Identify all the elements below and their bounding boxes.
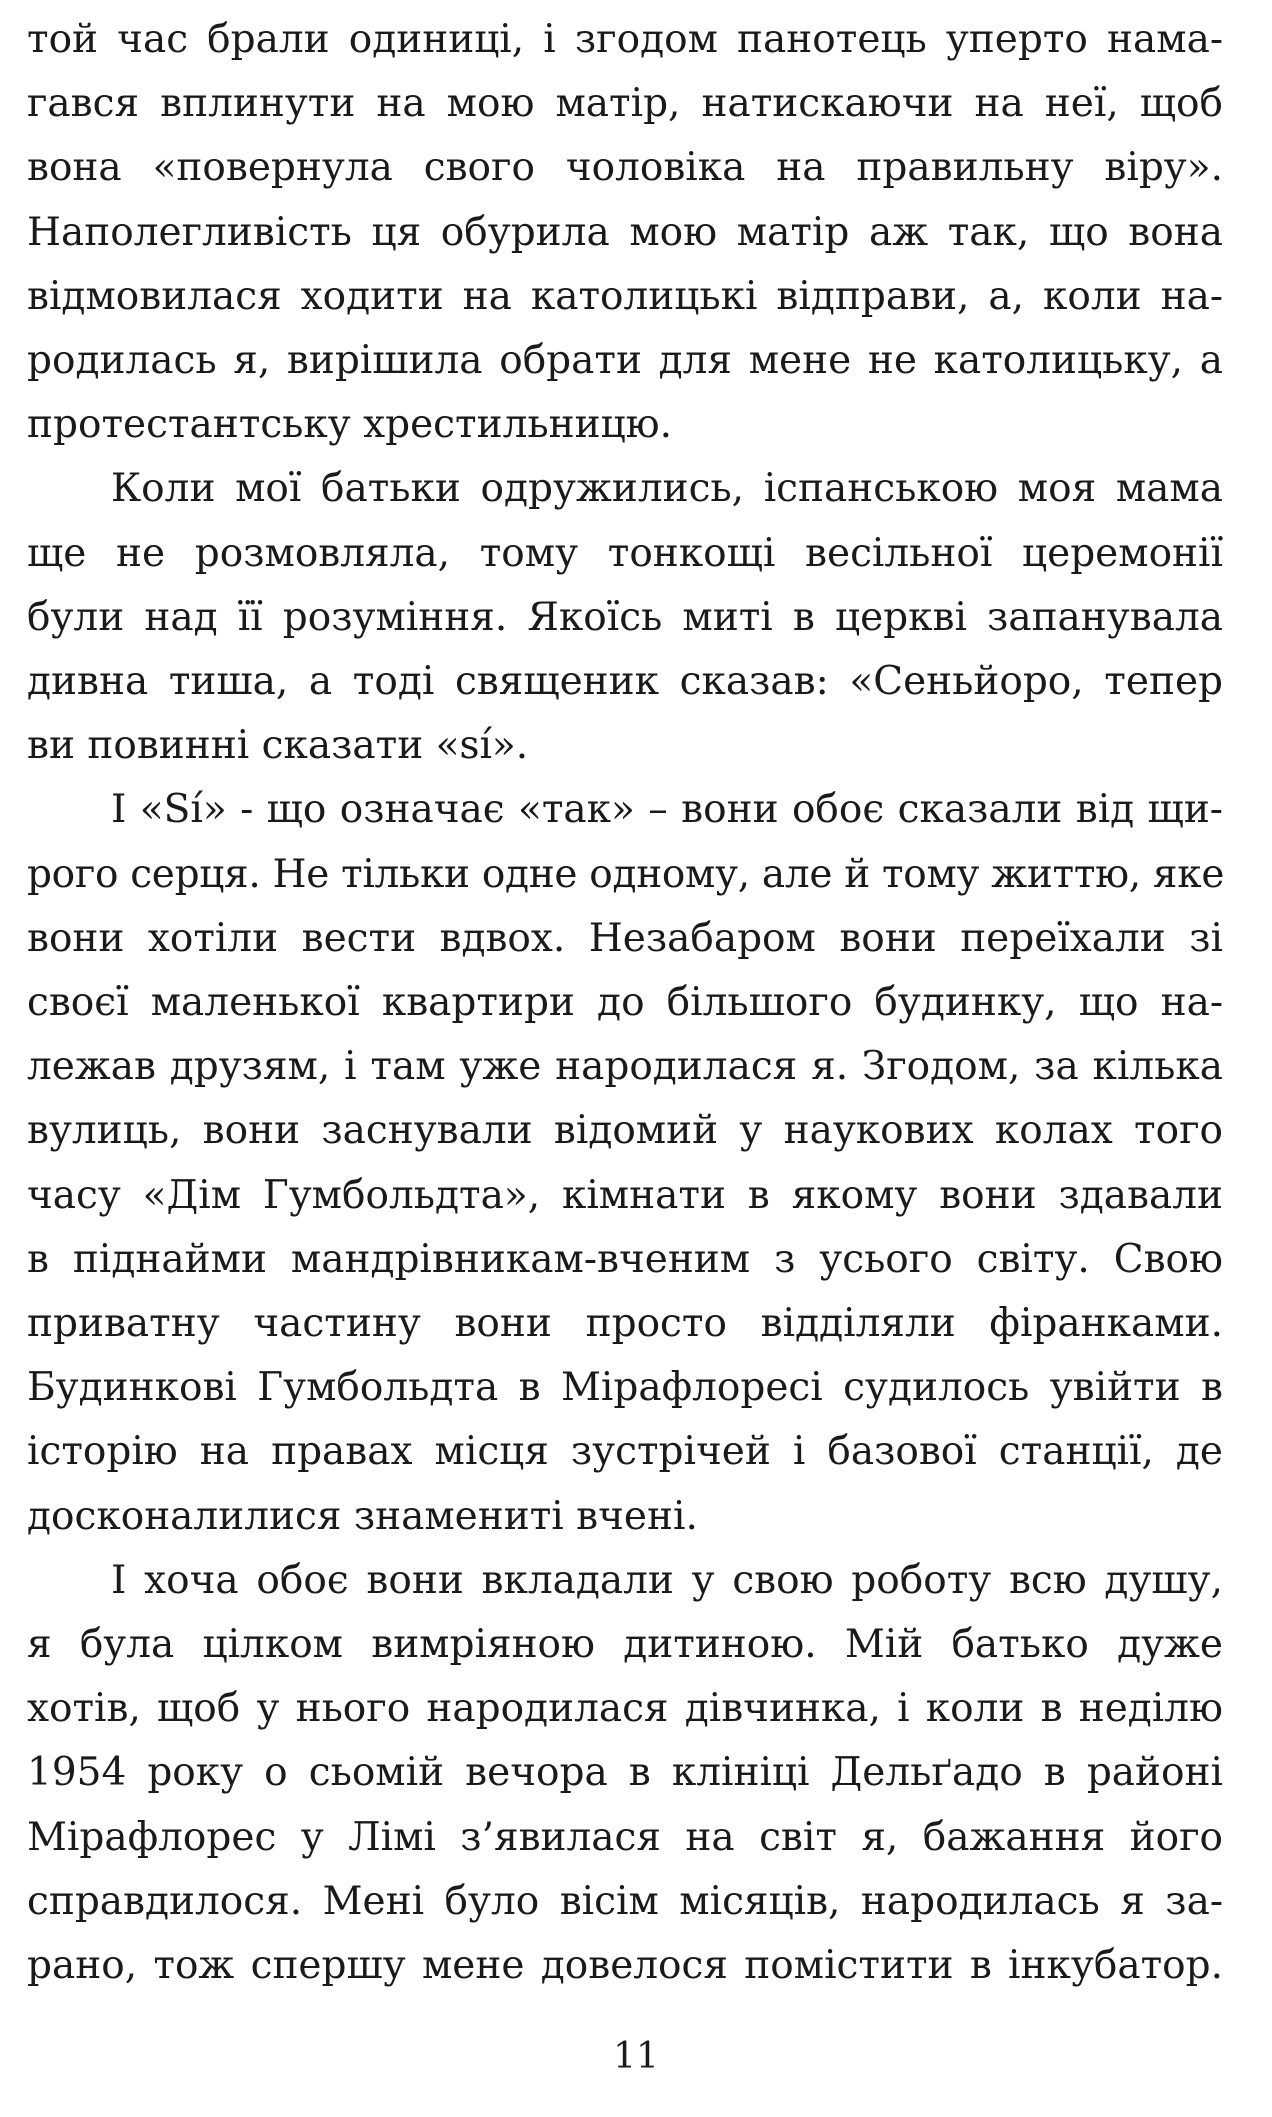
text-line: в піднайми мандрівникам-вченим з усього світу. Свою bbox=[27, 1236, 1223, 1282]
text-line: протестантську хрестильницю. bbox=[27, 402, 673, 448]
page-number: 11 bbox=[613, 2036, 659, 2077]
text-line: дивна тиша, а тоді священик сказав: «Сеньйоро, тепер bbox=[27, 659, 1223, 705]
text-line: гався вплинути на мою матір, натискаючи на неї, щоб bbox=[27, 81, 1223, 127]
text-line: вулиць, вони заснували відомий у наукових колах того bbox=[27, 1108, 1223, 1154]
text-line: Мірафлорес у Лімі з’явилася на світ я, бажання його bbox=[27, 1814, 1223, 1860]
text-line: ще не розмовляла, тому тонкощі весільної церемонії bbox=[27, 530, 1223, 576]
text-line: рого серця. Не тільки одне одному, але й тому життю, яке bbox=[27, 851, 1225, 897]
text-line: відмовилася ходити на католицькі відправи, а, коли на- bbox=[27, 273, 1223, 319]
text-line: вони хотіли вести вдвох. Незабаром вони переїхали зі bbox=[27, 915, 1223, 961]
paragraph-2 bbox=[27, 457, 1223, 778]
text-line: 1954 року о сьомій вечора в клініці Дельґадо в районі bbox=[27, 1750, 1223, 1796]
text-line: Коли мої батьки одружились, іспанською моя мама bbox=[111, 466, 1223, 512]
text-line: вона «повернула свого чоловіка на правильну віру». bbox=[27, 145, 1223, 191]
text-line: були над її розуміння. Якоїсь миті в церкві запанувала bbox=[27, 594, 1223, 640]
text-line: Будинкові Гумбольдта в Мірафлоресі судилось увійти в bbox=[27, 1365, 1223, 1411]
text-line: І хоча обоє вони вкладали у свою роботу всю душу, bbox=[111, 1557, 1223, 1603]
text-line: досконалилися знамениті вчені. bbox=[27, 1493, 698, 1539]
text-line: своєї маленької квартири до більшого будинку, що на- bbox=[27, 980, 1223, 1026]
text-line: той час брали одиниці, і згодом панотець уперто нама- bbox=[27, 17, 1223, 62]
text-line: родилась я, вирішила обрати для мене не католицьку, а bbox=[27, 338, 1223, 384]
text-line: я була цілком вимріяною дитиною. Мій батько дуже bbox=[27, 1622, 1223, 1668]
paragraph-4 bbox=[27, 1549, 1223, 1998]
text-line: справдилося. Мені було вісім місяців, народилась я за- bbox=[27, 1878, 1223, 1924]
paragraph-1 bbox=[27, 8, 1223, 457]
text-line: рано, тож спершу мене довелося помістити в інкубатор. bbox=[27, 1943, 1223, 1989]
text-line: Наполегливість ця обурила мою матір аж так, що вона bbox=[27, 209, 1223, 255]
text-line: часу «Дім Гумбольдта», кімнати в якому вони здавали bbox=[27, 1172, 1223, 1218]
text-line: приватну частину вони просто відділяли фіранками. bbox=[27, 1301, 1223, 1347]
text-line: хотів, щоб у нього народилася дівчинка, і коли в неділю bbox=[27, 1686, 1223, 1732]
paragraph-3 bbox=[27, 778, 1223, 1548]
body-text bbox=[27, 8, 1223, 1998]
text-line: І «Sí» - що означає «так» – вони обоє сказали від щи- bbox=[111, 787, 1223, 833]
text-line: лежав друзям, і там уже народилася я. Згодом, за кілька bbox=[27, 1044, 1223, 1090]
text-line: ви повинні сказати «sí». bbox=[27, 723, 529, 769]
text-line: історію на правах місця зустрічей і базової станції, де bbox=[27, 1429, 1223, 1475]
